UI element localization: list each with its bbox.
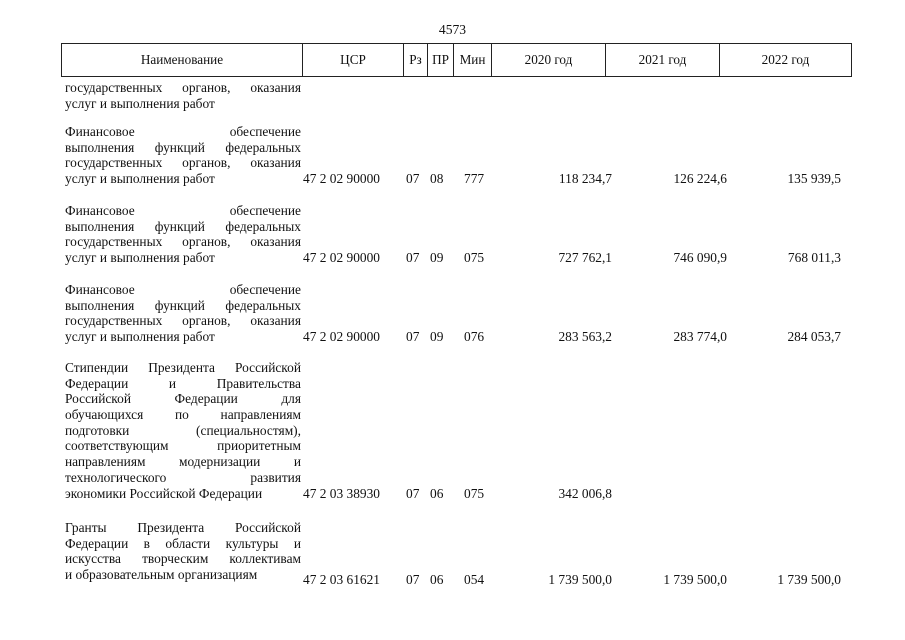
cell-pr: 09: [430, 250, 444, 265]
header-rz: Рз: [404, 44, 428, 76]
cell-pr: 08: [430, 171, 444, 186]
name-line: выполнения функций федеральных: [65, 297, 301, 313]
cell-rz: 07: [406, 329, 420, 344]
cell-csr: 47 2 02 90000: [303, 250, 380, 265]
cell-csr: 47 2 03 38930: [303, 486, 380, 501]
cell-min: 075: [464, 486, 485, 501]
cell-min: 076: [464, 329, 485, 344]
header-pr: ПР: [428, 44, 454, 76]
row-name: [65, 360, 301, 501]
row-name: [65, 282, 301, 345]
name-line: Финансовое обеспечение: [65, 282, 301, 297]
name-line: подготовки (специальностям),: [65, 422, 301, 438]
name-line: услуг и выполнения работ: [65, 95, 215, 111]
name-line: соответствующим приоритетным: [65, 438, 301, 454]
cell-min: 777: [464, 171, 485, 186]
row-name: [65, 203, 301, 266]
cell-2020: 727 762,1: [558, 250, 612, 265]
name-line: услуг и выполнения работ: [65, 250, 215, 266]
cell-min: 075: [464, 250, 485, 265]
cell-rz: 07: [406, 572, 420, 587]
cell-2020: 342 006,8: [558, 486, 612, 501]
name-line: технологического развития: [65, 469, 301, 485]
name-line: Гранты Президента Российской: [65, 520, 301, 535]
name-line: направлениям модернизации и: [65, 454, 301, 470]
header-2021: 2021 год: [606, 44, 720, 76]
name-line: искусства творческим коллективам: [65, 551, 301, 567]
cell-pr: 09: [430, 329, 444, 344]
name-line: Российской Федерации для: [65, 391, 301, 407]
name-line: Финансовое обеспечение: [65, 203, 301, 218]
name-line: услуг и выполнения работ: [65, 329, 215, 345]
name-line: Финансовое обеспечение: [65, 124, 301, 139]
name-line: государственных органов, оказания: [65, 234, 301, 250]
cell-csr: 47 2 03 61621: [303, 572, 380, 587]
cell-2022: 768 011,3: [787, 250, 841, 265]
name-line: услуг и выполнения работ: [65, 171, 215, 187]
cell-2020: 283 563,2: [558, 329, 612, 344]
cell-pr: 06: [430, 486, 444, 501]
name-line: обучающихся по направлениям: [65, 407, 301, 423]
cell-2021: 126 224,6: [673, 171, 727, 186]
name-line: государственных органов, оказания: [65, 155, 301, 171]
cell-rz: 07: [406, 250, 420, 265]
cell-2022: 135 939,5: [787, 171, 841, 186]
row-name: [65, 124, 301, 187]
cell-2021: 283 774,0: [673, 329, 727, 344]
cell-2020: 118 234,7: [558, 171, 612, 186]
name-line: выполнения функций федеральных: [65, 218, 301, 234]
name-line: государственных органов, оказания: [65, 313, 301, 329]
header-name: Наименование: [62, 44, 303, 76]
cell-2021: 746 090,9: [673, 250, 727, 265]
name-line: и образовательным организациям: [65, 567, 258, 583]
header-2020: 2020 год: [492, 44, 606, 76]
name-line: экономики Российской Федерации: [65, 485, 263, 501]
cell-csr: 47 2 02 90000: [303, 171, 380, 186]
header-2022: 2022 год: [761, 52, 810, 67]
cell-2020: 1 739 500,0: [548, 572, 612, 587]
cell-2021: 1 739 500,0: [663, 572, 727, 587]
table-header: [61, 43, 852, 77]
cell-pr: 06: [430, 572, 444, 587]
name-line: выполнения функций федеральных: [65, 139, 301, 155]
name-line: государственных органов, оказания: [65, 80, 301, 95]
page-number: 4573: [438, 22, 467, 37]
header-min: Мин: [454, 44, 492, 76]
header-csr: ЦСР: [303, 44, 404, 76]
cell-rz: 07: [406, 486, 420, 501]
name-line: Федерации и Правительства: [65, 375, 301, 391]
cell-rz: 07: [406, 171, 420, 186]
cell-2022: 1 739 500,0: [777, 572, 841, 587]
cell-2022: 284 053,7: [787, 329, 841, 344]
name-line: Стипендии Президента Российской: [65, 360, 301, 375]
row-name: [65, 520, 301, 583]
cell-min: 054: [464, 572, 485, 587]
cell-csr: 47 2 02 90000: [303, 329, 380, 344]
name-line: Федерации в области культуры и: [65, 535, 301, 551]
continuation-text: [65, 80, 301, 111]
